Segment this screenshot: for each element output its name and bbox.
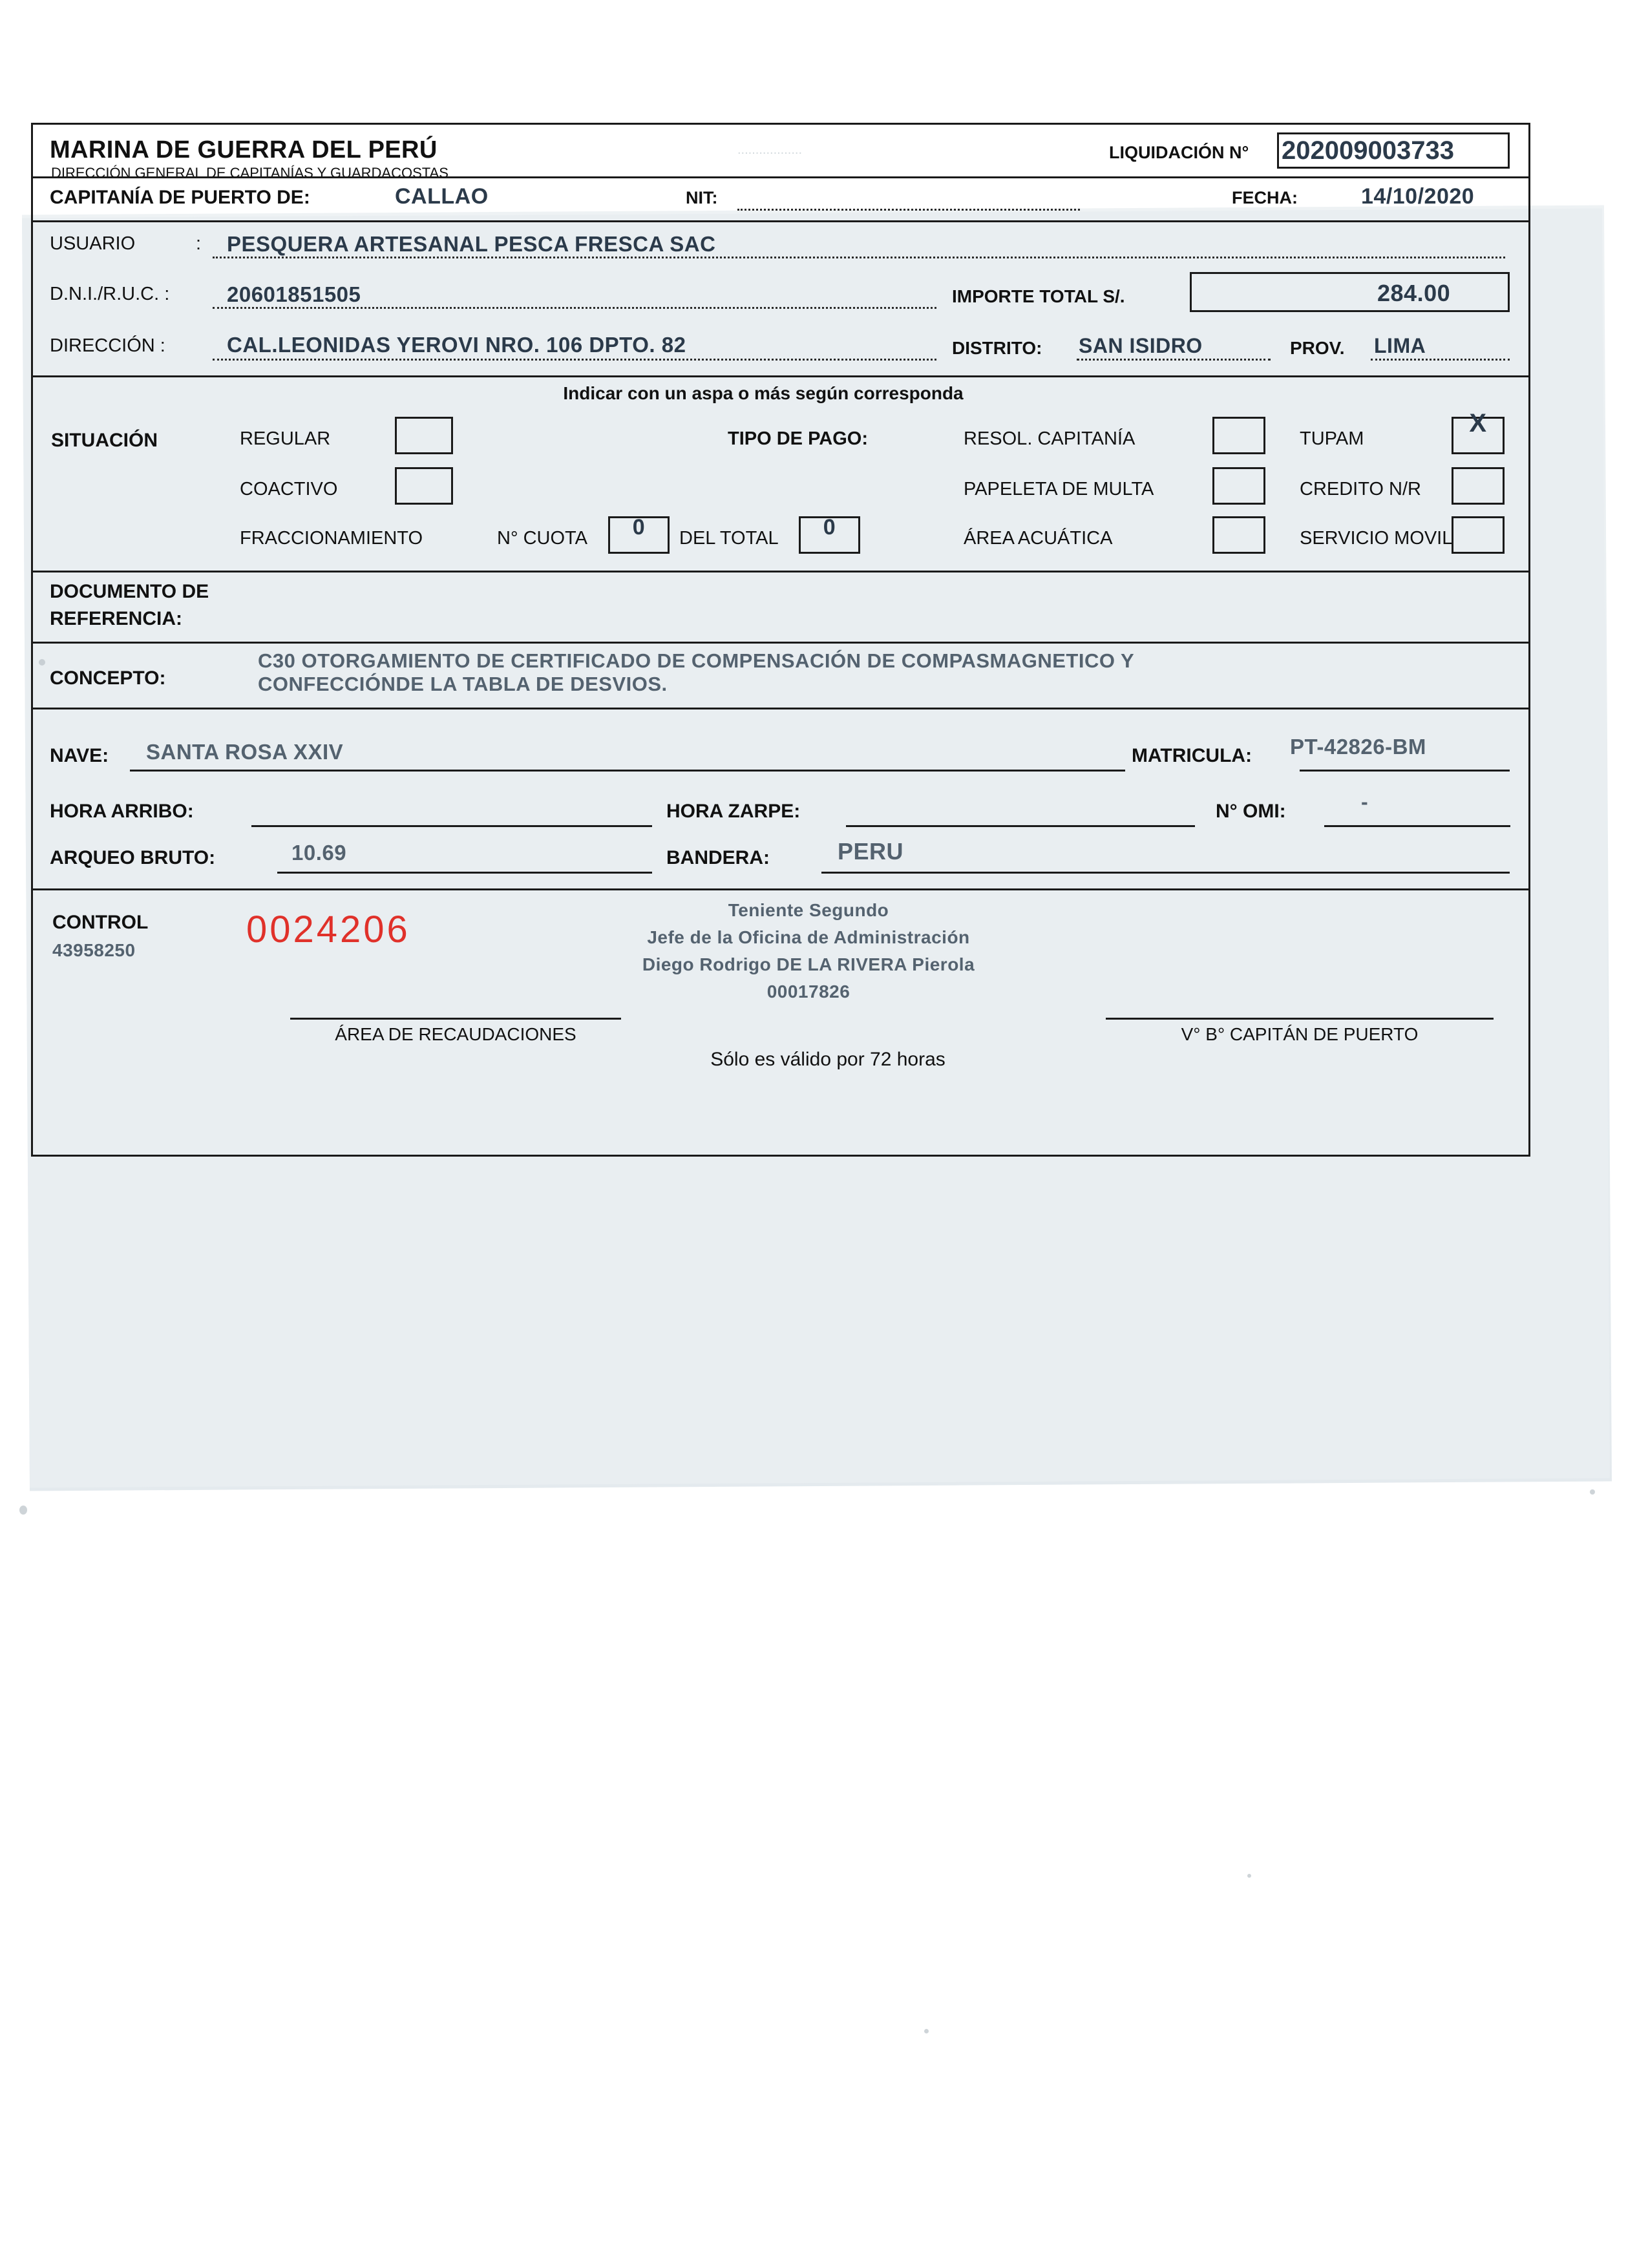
omi-value: - xyxy=(1361,790,1369,814)
tipo-pago-servicio-movil-label: SERVICIO MOVIL xyxy=(1300,528,1453,549)
situacion-option-coactivo-checkbox[interactable] xyxy=(395,467,453,505)
liquidacion-form xyxy=(31,123,1530,1157)
signature-line-left xyxy=(290,1018,621,1020)
nave-line xyxy=(130,770,1125,772)
scan-ghost: .................. xyxy=(737,143,803,157)
org-subtitle: DIRECCIÓN GENERAL DE CAPITANÍAS Y GUARDACOSTAS xyxy=(51,165,449,181)
tipo-pago-credito-nr-checkbox[interactable] xyxy=(1452,467,1505,505)
matricula-line xyxy=(1300,770,1510,772)
direccion-value: CAL.LEONIDAS YEROVI NRO. 106 DPTO. 82 xyxy=(227,333,686,357)
signature-line-right xyxy=(1106,1018,1494,1020)
tipo-pago-papeleta-multa-label: PAPELETA DE MULTA xyxy=(964,479,1154,499)
control-label: CONTROL xyxy=(52,912,149,933)
divider-concepto xyxy=(33,708,1528,709)
tipo-pago-label: TIPO DE PAGO: xyxy=(728,428,868,449)
org-title: MARINA DE GUERRA DEL PERÚ xyxy=(50,136,438,163)
situacion-option-regular-checkbox[interactable] xyxy=(395,417,453,454)
tipo-pago-resol-capitania-checkbox[interactable] xyxy=(1212,417,1265,454)
distrito-label: DISTRITO: xyxy=(952,338,1042,358)
divider-situacion xyxy=(33,571,1528,572)
concepto-line-2: CONFECCIÓNDE LA TABLA DE DESVIOS. xyxy=(258,673,668,695)
tipo-pago-resol-capitania-label: RESOL. CAPITANÍA xyxy=(964,428,1136,449)
dni-label: D.N.I./R.U.C. : xyxy=(50,284,170,304)
divider-header xyxy=(33,176,1528,178)
tipo-pago-tupam-mark: X xyxy=(1469,409,1487,437)
usuario-line xyxy=(213,257,1505,258)
divider-direccion xyxy=(33,375,1528,377)
validez-text: Sólo es válido por 72 horas xyxy=(710,1049,945,1070)
cuota-label: N° CUOTA xyxy=(497,528,587,549)
arqueo-label: ARQUEO BRUTO: xyxy=(50,847,216,868)
stamp-line-2: Jefe de la Oficina de Administración xyxy=(647,927,970,947)
del-total-value: 0 xyxy=(823,515,836,540)
capitania-value: CALLAO xyxy=(395,184,489,209)
distrito-line xyxy=(1077,359,1271,361)
hora-zarpe-line xyxy=(846,825,1195,827)
hora-arribo-line xyxy=(251,825,652,827)
tipo-pago-credito-nr-label: CREDITO N/R xyxy=(1300,479,1421,499)
matricula-value: PT-42826-BM xyxy=(1290,735,1426,759)
tipo-pago-tupam-label: TUPAM xyxy=(1300,428,1364,449)
fecha-label: FECHA: xyxy=(1232,188,1298,207)
bandera-label: BANDERA: xyxy=(666,847,770,868)
situacion-label: SITUACIÓN xyxy=(51,430,158,451)
control-number: 0024206 xyxy=(246,908,410,950)
nave-label: NAVE: xyxy=(50,745,109,766)
matricula-label: MATRICULA: xyxy=(1132,745,1252,766)
divider-nave xyxy=(33,888,1528,890)
stamp-line-3: Diego Rodrigo DE LA RIVERA Pierola xyxy=(642,954,975,974)
situacion-option-fraccionamiento-label: FRACCIONAMIENTO xyxy=(240,528,423,549)
tipo-pago-area-acuatica-checkbox[interactable] xyxy=(1212,516,1265,554)
arqueo-value: 10.69 xyxy=(291,841,347,865)
dni-value: 20601851505 xyxy=(227,282,361,306)
arqueo-line xyxy=(277,872,652,874)
divider-capitania xyxy=(33,220,1528,222)
tipo-pago-papeleta-multa-checkbox[interactable] xyxy=(1212,467,1265,505)
del-total-label: DEL TOTAL xyxy=(679,528,779,549)
nave-value: SANTA ROSA XXIV xyxy=(146,740,344,764)
fecha-value: 14/10/2020 xyxy=(1361,184,1475,209)
prov-value: LIMA xyxy=(1374,334,1426,357)
usuario-value: PESQUERA ARTESANAL PESCA FRESCA SAC xyxy=(227,232,716,256)
usuario-label: USUARIO xyxy=(50,233,136,254)
prov-line xyxy=(1371,359,1510,361)
importe-box xyxy=(1190,272,1510,312)
scan-speck xyxy=(19,1506,27,1515)
nit-label: NIT: xyxy=(686,188,718,207)
area-recaudaciones-label: ÁREA DE RECAUDACIONES xyxy=(335,1024,576,1044)
cuota-value: 0 xyxy=(632,515,646,540)
nit-line xyxy=(737,209,1080,211)
importe-value: 284.00 xyxy=(1377,280,1451,306)
scan-speck xyxy=(924,2029,929,2033)
scan-speck xyxy=(1247,1874,1251,1878)
situacion-option-regular-label: REGULAR xyxy=(240,428,331,449)
liquidacion-label: LIQUIDACIÓN N° xyxy=(1109,143,1249,162)
importe-label: IMPORTE TOTAL S/. xyxy=(952,286,1125,306)
tipo-pago-area-acuatica-label: ÁREA ACUÁTICA xyxy=(964,528,1113,549)
direccion-label: DIRECCIÓN : xyxy=(50,335,165,356)
vbo-capitan-label: V° B° CAPITÁN DE PUERTO xyxy=(1181,1024,1419,1044)
omi-line xyxy=(1324,825,1510,827)
usuario-colon: : xyxy=(196,233,202,254)
hora-arribo-label: HORA ARRIBO: xyxy=(50,801,194,822)
bandera-line xyxy=(821,872,1510,874)
concepto-label: CONCEPTO: xyxy=(50,667,166,689)
stamp-line-4: 00017826 xyxy=(766,982,850,1002)
documento-referencia-label-line2: REFERENCIA: xyxy=(50,608,183,629)
bandera-value: PERU xyxy=(838,838,904,865)
tipo-pago-servicio-movil-checkbox[interactable] xyxy=(1452,516,1505,554)
concepto-line-1: C30 OTORGAMIENTO DE CERTIFICADO DE COMPENSACIÓN DE COMPASMAGNETICO Y xyxy=(258,649,1135,672)
dni-line xyxy=(213,307,936,309)
scan-speck xyxy=(1590,1489,1595,1495)
situacion-option-coactivo-label: COACTIVO xyxy=(240,479,338,499)
instruccion-text: Indicar con un aspa o más según corresponda xyxy=(563,383,964,403)
documento-referencia-label-line1: DOCUMENTO DE xyxy=(50,581,209,602)
control-code: 43958250 xyxy=(52,940,136,960)
liquidacion-value: 202009003733 xyxy=(1282,136,1454,165)
stamp-line-1: Teniente Segundo xyxy=(728,900,889,920)
distrito-value: SAN ISIDRO xyxy=(1079,334,1203,357)
capitania-label: CAPITANÍA DE PUERTO DE: xyxy=(50,187,310,208)
omi-label: N° OMI: xyxy=(1216,801,1286,822)
direccion-line xyxy=(213,359,936,361)
divider-documento xyxy=(33,642,1528,644)
prov-label: PROV. xyxy=(1290,338,1345,358)
hora-zarpe-label: HORA ZARPE: xyxy=(666,801,801,822)
